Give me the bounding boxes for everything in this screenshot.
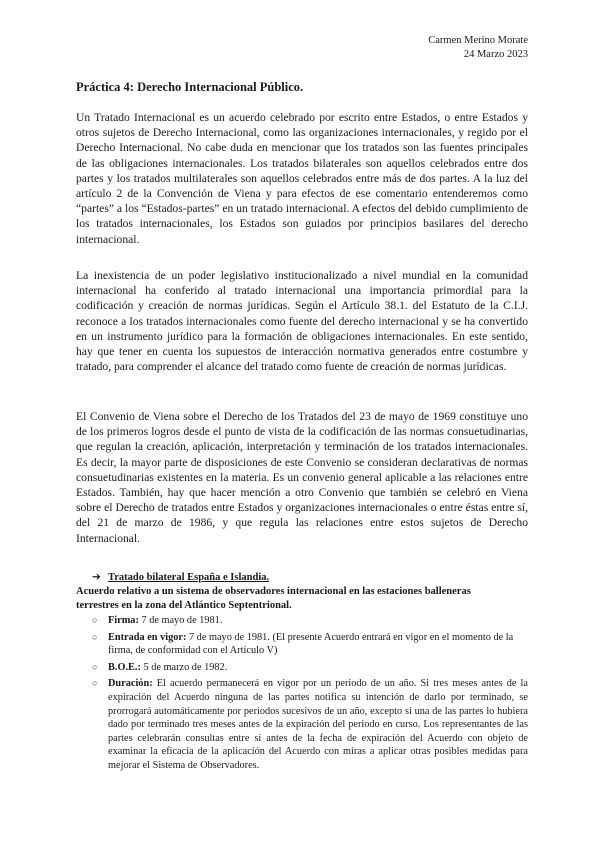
document-date: 24 Marzo 2023 bbox=[463, 49, 528, 60]
item-label: Duración: bbox=[108, 678, 153, 690]
bullet-icon: ○ bbox=[92, 678, 98, 689]
list-item bbox=[92, 661, 528, 675]
author-name: Carmen Merino Morate bbox=[428, 35, 528, 46]
treaty-details-list bbox=[92, 614, 528, 776]
item-text: El acuerdo permanecerá en vigor por un periodo de un año. Si tres meses antes de la expiración del Acuerdo ninguna de las partes notifica su intención de darlo por terminado, se prorrogará automáticamente por periodos sucesivos de un año, excepto si una de las partes lo hubiera dado por terminado tres meses antes de la expiración del periodo en curso. Los representantes de las partes celebrarán consultas entre sí antes de la fecha de expiración del Acuerdo con objeto de examinar la eficacia de la aplicación del Acuerdo con miras a aplicar otras posibles medidas para mejorar el Sistema de Observadores. bbox=[108, 678, 528, 771]
list-item bbox=[92, 614, 528, 628]
item-text: 7 de mayo de 1981. bbox=[138, 615, 223, 626]
paragraph-intro: Un Tratado Internacional es un acuerdo celebrado por escrito entre Estados, o entre Estados y otros sujetos de Derecho Internacional, como las organizaciones internacionales, y regido por el Derecho Internacional. No cabe duda en mencionar que los tratados son las fuentes principales de las obligaciones internacionales. Los tratados bilaterales son aquellos celebrados entre dos partes y los tratados multilaterales son aquellos celebrados entre más de dos partes. A la luz del artículo 2 de la Convención de Viena y para efectos de ese comentario entenderemos como “partes” a los “Estados-partes” en un tratado internacional. A efectos del debido cumplimiento de los tratados internacionales, los Estados son guiados por principios basilares del derecho internacional. bbox=[76, 111, 528, 246]
author-block bbox=[428, 34, 528, 62]
bullet-icon: ○ bbox=[92, 615, 98, 625]
bullet-icon: ○ bbox=[92, 661, 98, 672]
bullet-icon: ○ bbox=[92, 631, 98, 642]
item-text: 5 de marzo de 1982. bbox=[140, 661, 228, 673]
arrow-icon: ➔ bbox=[92, 572, 101, 583]
list-item bbox=[92, 677, 528, 772]
item-label: B.O.E.: bbox=[108, 661, 141, 673]
list-item bbox=[92, 631, 528, 658]
paragraph-legislative: La inexistencia de un poder legislativo institucionalizado a nivel mundial en la comunidad internacional ha conferido al tratado internacional una importancia primordial para la codificación y creación de normas jurídicas. Según el Artículo 38.1. del Estatuto de la C.I.J. reconoce a los tratados internacionales como fuente del derecho internacional y se ha convertido en un instrumento jurídico para la formación de obligaciones internacionales. En este sentido, hay que tener en cuenta los supuestos de interacción normativa generados entre costumbre y tratado, para comprender el alcance del tratado como fuente de creación de normas jurídicas. bbox=[76, 269, 528, 374]
item-label: Entrada en vigor: bbox=[108, 631, 187, 643]
paragraph-vienna: El Convenio de Viena sobre el Derecho de los Tratados del 23 de mayo de 1969 constituye uno de los primeros logros desde el punto de vista de la codificación de las normas consuetudinarias, que regulan la creación, aplicación, interpretación y terminación de los tratados internacionales. Es decir, la mayor parte de disposiciones de este Convenio se consideran declarativas de normas consuetudinarias existentes en la materia. Es un convenio general aplicable a las relaciones entre Estados. También, hay que hacer mención a otro Convenio que también se celebró en Viena sobre el Derecho de tratados entre Estados y organizaciones internacionales o entre éstas entre sí, del 21 de marzo de 1986, y que regula las relaciones entre estos sujetos de Derecho Internacional. bbox=[76, 410, 528, 545]
section-heading-text: Tratado bilateral España e Islandia. bbox=[108, 572, 270, 583]
item-label: Firma: bbox=[108, 615, 139, 626]
agreement-title: Acuerdo relativo a un sistema de observadores internacional en las estaciones balleneras terrestres en la zona del Atlántico Septentrional. bbox=[76, 586, 471, 611]
section-heading bbox=[92, 571, 269, 583]
document-title: Práctica 4: Derecho Internacional Público. bbox=[76, 80, 304, 94]
item-text: 7 de mayo de 1981. (El presente Acuerdo entrará en vigor en el momento de la firma, de conformidad con el Artículo V) bbox=[108, 631, 514, 657]
